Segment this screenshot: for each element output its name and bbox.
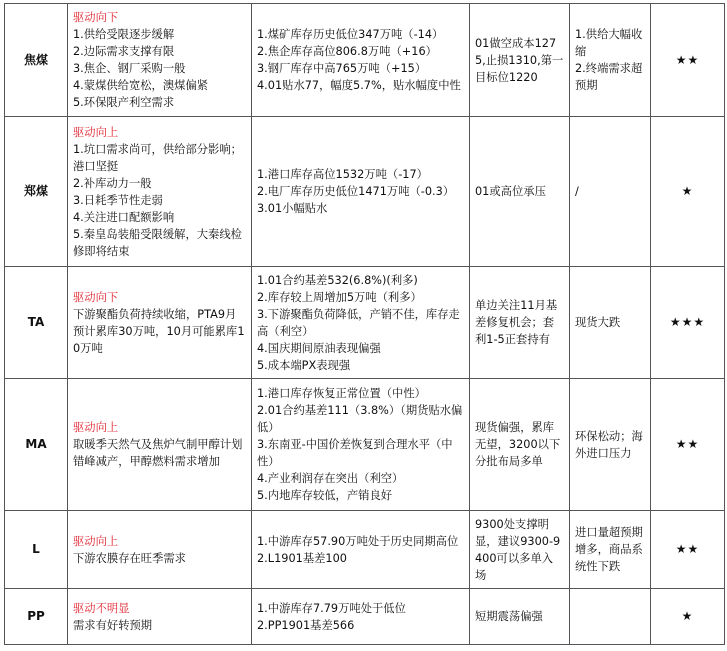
table-row bbox=[5, 589, 725, 645]
table-row bbox=[5, 511, 725, 589]
risk-item: / bbox=[575, 185, 579, 198]
driver-item: 5.环保限产利空需求 bbox=[73, 96, 175, 109]
inventory-item: 1.港口库存恢复正常位置（中性） bbox=[257, 387, 426, 400]
rating-stars: ★★ bbox=[651, 511, 725, 589]
rating-stars: ★★ bbox=[651, 4, 725, 117]
inventory-item: 3.01小幅贴水 bbox=[257, 202, 328, 215]
inventory-item: 5.内地库存较低，产销良好 bbox=[257, 489, 393, 502]
inventory-item: 1.港口库存高位1532万吨（-17） bbox=[257, 168, 428, 181]
inventory-item: 1.煤矿库存历史低位347万吨（-14） bbox=[257, 28, 444, 41]
inventory-item: 4.国庆期间原油表现偏强 bbox=[257, 341, 381, 355]
driver-item: 3.日耗季节性走弱 bbox=[73, 193, 163, 207]
driver-item: 2.边际需求支撑有限 bbox=[73, 45, 175, 58]
inventory-item: 3.下游聚酯负荷降低，产销不佳，库存走高（利空） bbox=[257, 307, 460, 338]
risk-item: 环保松动；海外进口压力 bbox=[575, 429, 643, 460]
inventory-cell bbox=[252, 267, 470, 379]
inventory-item: 4.01贴水77，幅度5.7%，贴水幅度中性 bbox=[257, 79, 461, 92]
inventory-cell bbox=[252, 511, 470, 589]
inventory-item: 1.01合约基差532(6.8%)(利多) bbox=[257, 273, 418, 287]
inventory-item: 3.东南亚-中国价差恢复到合理水平（中性） bbox=[257, 438, 453, 468]
driver-item: 4.关注进口配额影响 bbox=[73, 210, 175, 224]
inventory-item: 5.成本端PX表现强 bbox=[257, 358, 351, 372]
commodity-name: 焦煤 bbox=[5, 4, 68, 117]
driver-item: 下游农膜存在旺季需求 bbox=[73, 551, 186, 565]
rating-stars: ★★★ bbox=[651, 267, 725, 379]
inventory-item: 3.钢厂库存中高765万吨（+15） bbox=[257, 62, 427, 75]
inventory-item: 1.中游库存7.79万吨处于低位 bbox=[257, 601, 406, 615]
commodity-name: L bbox=[5, 511, 68, 589]
driver-direction: 驱动向下 bbox=[73, 290, 119, 304]
driver-item: 取暖季天然气及焦炉气制甲醇计划错峰减产，甲醇燃料需求增加 bbox=[73, 438, 243, 468]
driver-item: 3.焦企、钢厂采购一般 bbox=[73, 62, 186, 75]
commodity-name: TA bbox=[5, 267, 68, 379]
driver-item: 1.供给受限逐步缓解 bbox=[73, 28, 175, 41]
inventory-item: 2.01合约基差111（3.8%）（期货贴水偏低） bbox=[257, 404, 463, 434]
inventory-item: 2.库存较上周增加5万吨（利多） bbox=[257, 290, 422, 304]
inventory-item: 2.PP1901基差566 bbox=[257, 618, 355, 632]
commodity-name: 郑煤 bbox=[5, 117, 68, 267]
driver-cell bbox=[68, 379, 252, 511]
inventory-item: 4.产业利润存在突出（利空） bbox=[257, 472, 404, 485]
inventory-item: 2.电厂库存历史低位1471万吨（-0.3） bbox=[257, 185, 455, 198]
table-row bbox=[5, 379, 725, 511]
risk-cell bbox=[570, 379, 651, 511]
strategy-cell: 单边关注11月基差修复机会；套利1-5正套持有 bbox=[470, 267, 570, 379]
inventory-item: 2.L1901基差100 bbox=[257, 551, 347, 565]
risk-cell bbox=[570, 511, 651, 589]
strategy-cell: 短期震荡偏强 bbox=[470, 589, 570, 645]
risk-item: 现货大跌 bbox=[575, 316, 621, 329]
driver-cell bbox=[68, 267, 252, 379]
rating-stars: ★ bbox=[651, 589, 725, 645]
risk-item: 进口量超预期增多，商品系统性下跌 bbox=[575, 526, 643, 573]
inventory-cell bbox=[252, 117, 470, 267]
table-row bbox=[5, 117, 725, 267]
driver-item: 2.补库动力一般 bbox=[73, 176, 152, 190]
risk-cell bbox=[570, 267, 651, 379]
inventory-item: 2.焦企库存高位806.8万吨（+16） bbox=[257, 45, 437, 58]
driver-direction: 驱动不明显 bbox=[73, 601, 130, 615]
driver-cell bbox=[68, 117, 252, 267]
risk-item: 2.终端需求超预期 bbox=[575, 62, 643, 92]
futures-analysis-table bbox=[4, 3, 725, 645]
rating-stars: ★★ bbox=[651, 379, 725, 511]
driver-item: 1.坑口需求尚可，供给部分影响；港口坚挺 bbox=[73, 142, 242, 173]
driver-cell bbox=[68, 511, 252, 589]
driver-item: 需求有好转预期 bbox=[73, 618, 153, 632]
strategy-cell: 01或高位承压 bbox=[470, 117, 570, 267]
commodity-name: PP bbox=[5, 589, 68, 645]
driver-direction: 驱动向上 bbox=[73, 421, 119, 434]
inventory-cell bbox=[252, 4, 470, 117]
risk-item: 1.供给大幅收缩 bbox=[575, 28, 643, 58]
commodity-name: MA bbox=[5, 379, 68, 511]
driver-direction: 驱动向上 bbox=[73, 534, 119, 548]
driver-item: 5.秦皇岛装船受限缓解，大秦线检修即将结束 bbox=[73, 227, 242, 258]
driver-item: 下游聚酯负荷持续收缩，PTA9月预计累库30万吨，10月可能累库10万吨 bbox=[73, 307, 245, 355]
strategy-cell: 9300处支撑明显，建议9300-9400可以多单入场 bbox=[470, 511, 570, 589]
driver-direction: 驱动向下 bbox=[73, 11, 119, 24]
strategy-cell: 现货偏强，累库无望，3200以下分批布局多单 bbox=[470, 379, 570, 511]
strategy-cell: 01做空成本1275,止损1310,第一目标位1220 bbox=[470, 4, 570, 117]
table-row bbox=[5, 267, 725, 379]
driver-cell bbox=[68, 4, 252, 117]
driver-item: 4.蒙煤供给宽松，澳煤偏紧 bbox=[73, 79, 209, 92]
table-row bbox=[5, 4, 725, 117]
inventory-cell bbox=[252, 589, 470, 645]
inventory-cell bbox=[252, 379, 470, 511]
risk-cell bbox=[570, 117, 651, 267]
driver-cell bbox=[68, 589, 252, 645]
driver-direction: 驱动向上 bbox=[73, 125, 119, 139]
risk-cell bbox=[570, 4, 651, 117]
rating-stars: ★ bbox=[651, 117, 725, 267]
inventory-item: 1.中游库存57.90万吨处于历史同期高位 bbox=[257, 534, 459, 548]
risk-cell bbox=[570, 589, 651, 645]
